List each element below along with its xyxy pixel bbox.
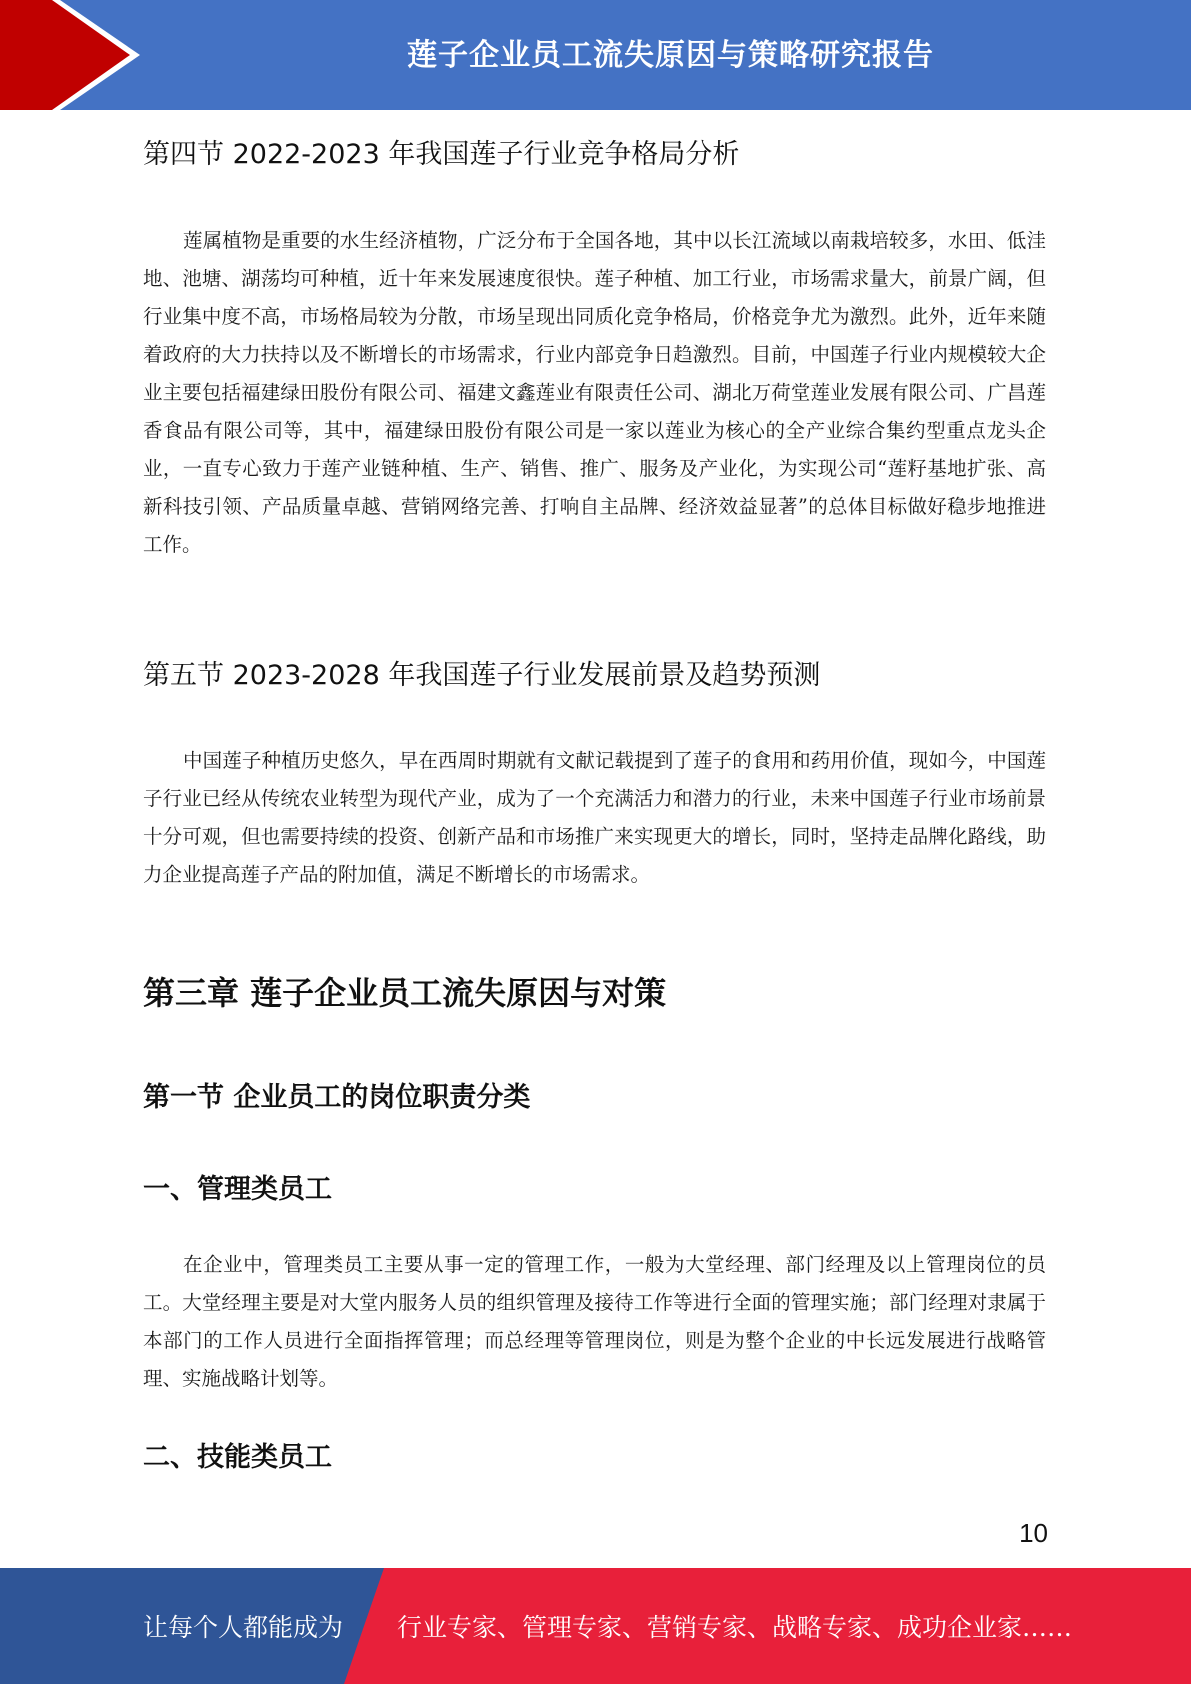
footer-slogan-right: 行业专家、管理专家、营销专家、战略专家、成功企业家……	[397, 1613, 1073, 1642]
subsection-1-title: 一、管理类员工	[143, 1174, 332, 1205]
page-footer	[0, 1568, 1191, 1684]
page-header	[0, 0, 1191, 110]
report-title: 莲子企业员工流失原因与策略研究报告	[407, 38, 934, 73]
footer-slogan-left: 让每个人都能成为	[143, 1613, 344, 1642]
subsection-1-paragraph: 在企业中，管理类员工主要从事一定的管理工作，一般为大堂经理、部门经理及以上管理岗位的员工。大堂经理主要是对大堂内服务人员的组织管理及接待工作等进行全面的管理实施；部门经理对隶属于本部门的工作人员进行全面指挥管理；而总经理等管理岗位，则是为整个企业的中长远发展进行战略管理、实施战略计划等。	[143, 1253, 1046, 1390]
section-4-title: 第四节 2022-2023 年我国莲子行业竞争格局分析	[143, 139, 740, 170]
section-5-title: 第五节 2023-2028 年我国莲子行业发展前景及趋势预测	[143, 660, 821, 691]
page-number: 10	[1019, 1518, 1048, 1548]
chapter-3-section-1-title: 第一节 企业员工的岗位职责分类	[143, 1082, 531, 1113]
subsection-2-title: 二、技能类员工	[143, 1442, 332, 1473]
section-5-paragraph: 中国莲子种植历史悠久，早在西周时期就有文献记载提到了莲子的食用和药用价值，现如今，中国莲子行业已经从传统农业转型为现代产业，成为了一个充满活力和潜力的行业，未来中国莲子行业市场前景十分可观，但也需要持续的投资、创新产品和市场推广来实现更大的增长，同时，坚持走品牌化路线，助力企业提高莲子产品的附加值，满足不断增长的市场需求。	[143, 749, 1046, 886]
chapter-3-title: 第三章 莲子企业员工流失原因与对策	[143, 974, 667, 1012]
section-4-paragraph: 莲属植物是重要的水生经济植物，广泛分布于全国各地，其中以长江流域以南栽培较多，水田、低洼地、池塘、湖荡均可种植，近十年来发展速度很快。莲子种植、加工行业，市场需求量大，前景广阔，但行业集中度不高，市场格局较为分散，市场呈现出同质化竞争格局，价格竞争尤为激烈。此外，近年来随着政府的大力扶持以及不断增长的市场需求，行业内部竞争日趋激烈。目前，中国莲子行业内规模较大企业主要包括福建绿田股份有限公司、福建文鑫莲业有限责任公司、湖北万荷堂莲业发展有限公司、广昌莲香食品有限公司等，其中，福建绿田股份有限公司是一家以莲业为核心的全产业综合集约型重点龙头企业，一直专心致力于莲产业链种植、生产、销售、推广、服务及产业化，为实现公司“莲籽基地扩张、高新科技引领、产品质量卓越、营销网络完善、打响自主品牌、经济效益显著”的总体目标做好稳步地推进工作。	[143, 229, 1046, 556]
